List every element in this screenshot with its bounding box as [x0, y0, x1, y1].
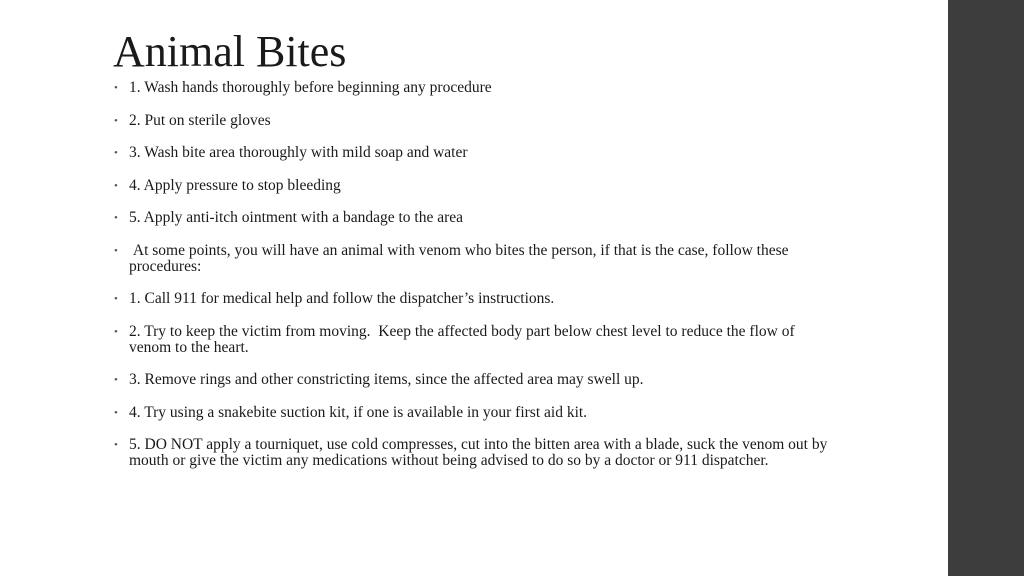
bullet-text: 3. Remove rings and other constricting items, since the affected area may swell up. — [129, 371, 644, 388]
bullet-item — [113, 405, 833, 421]
bullet-dot-icon: • — [114, 179, 118, 192]
bullet-item — [113, 178, 833, 194]
bullet-text: At some points, you will have an animal with venom who bites the person, if that is the case, follow these procedures: — [129, 241, 793, 275]
bullet-text: 3. Wash bite area thoroughly with mild soap and water — [129, 144, 468, 161]
bullet-dot-icon: • — [114, 293, 118, 305]
bullet-dot-icon: • — [114, 212, 118, 224]
bullet-list — [113, 80, 833, 486]
bullet-text: 1. Call 911 for medical help and follow the dispatcher’s instructions. — [129, 290, 555, 307]
bullet-dot-icon: • — [114, 406, 118, 419]
bullet-dot-icon: • — [114, 147, 118, 159]
bullet-item — [113, 324, 833, 356]
bullet-item — [113, 372, 833, 388]
bullet-dot-icon: • — [114, 325, 118, 338]
bullet-text: 5. Apply anti-itch ointment with a bandage to the area — [129, 209, 464, 226]
bullet-item — [113, 291, 833, 307]
bullet-item — [113, 145, 833, 161]
bullet-dot-icon: • — [114, 374, 118, 386]
bullet-dot-icon: • — [114, 439, 118, 451]
bullet-item — [113, 113, 833, 129]
bullet-dot-icon: • — [114, 114, 118, 127]
bullet-dot-icon: • — [114, 244, 118, 257]
bullet-dot-icon: • — [114, 82, 118, 94]
bullet-text: 4. Apply pressure to stop bleeding — [129, 176, 341, 194]
bullet-item — [113, 210, 833, 226]
bullet-text: 4. Try using a snakebite suction kit, if one is available in your first aid kit. — [129, 403, 588, 421]
bullet-text: 5. DO NOT apply a tourniquet, use cold compresses, cut into the bitten area with a blade, suck the venom out by mouth or give the victim any medications without being advised to do so by a doctor or 911 dispatcher. — [129, 436, 832, 469]
bullet-item — [113, 243, 833, 275]
right-side-bar — [948, 0, 1024, 576]
slide-title: Animal Bites — [113, 27, 347, 76]
bullet-text: 2. Put on sterile gloves — [129, 111, 271, 129]
bullet-item — [113, 437, 833, 469]
bullet-item — [113, 80, 833, 96]
bullet-text: 1. Wash hands thoroughly before beginning any procedure — [129, 79, 492, 96]
bullet-text: 2. Try to keep the victim from moving. Keep the affected body part below chest level to reduce the flow of venom to the heart. — [129, 322, 799, 356]
